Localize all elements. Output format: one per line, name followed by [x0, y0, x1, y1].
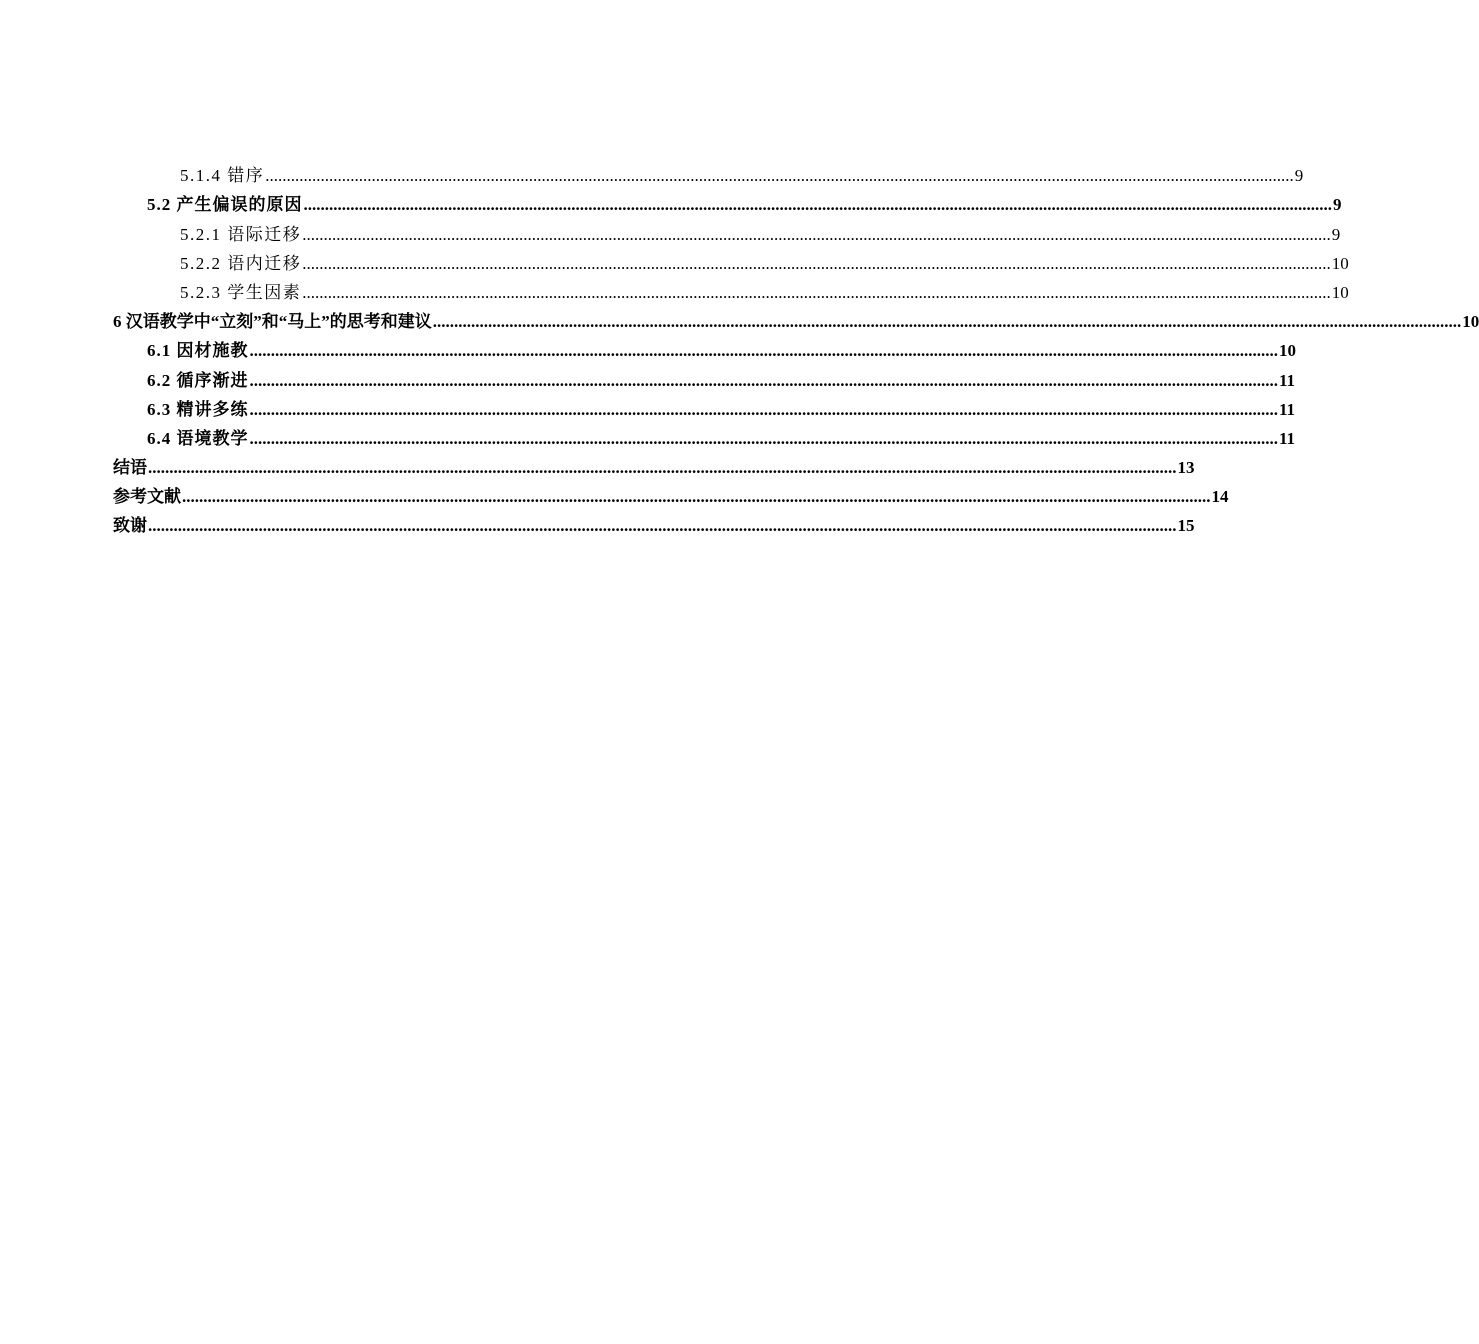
- toc-dot-leader: ..................................................................................................................................................................................................................................................: [302, 253, 1331, 273]
- toc-dot-leader: ..................................................................................................................................................................................................................................................: [249, 399, 1278, 419]
- toc-entry-title: 6.3 精讲多练: [147, 399, 249, 419]
- toc-dot-leader: ..................................................................................................................................................................................................................................................: [303, 195, 1332, 215]
- toc-page-number: 9: [1331, 224, 1341, 244]
- toc-entry-title: 6.1 因材施教: [147, 341, 249, 361]
- toc-dot-leader: ..................................................................................................................................................................................................................................................: [249, 341, 1278, 361]
- toc-entry-6-3[interactable]: [113, 391, 1296, 420]
- toc-entry-6-4[interactable]: [113, 420, 1296, 449]
- toc-entry-title: 参考文献: [113, 487, 181, 507]
- toc-dot-leader: ..................................................................................................................................................................................................................................................: [302, 224, 1331, 244]
- table-of-contents: [113, 157, 1479, 536]
- toc-dot-leader: ..................................................................................................................................................................................................................................................: [182, 487, 1211, 507]
- toc-dot-leader: ..................................................................................................................................................................................................................................................: [148, 516, 1177, 536]
- toc-page-number: 11: [1279, 399, 1296, 419]
- toc-page-number: 11: [1279, 370, 1296, 390]
- toc-dot-leader: ..................................................................................................................................................................................................................................................: [432, 312, 1462, 332]
- toc-page-number: 10: [1279, 341, 1296, 361]
- toc-dot-leader: ..................................................................................................................................................................................................................................................: [148, 458, 1177, 478]
- toc-entry-6-1[interactable]: [113, 332, 1296, 361]
- toc-entry-6[interactable]: [113, 303, 1479, 332]
- toc-entry-5-2[interactable]: [113, 186, 1342, 215]
- toc-entry-title: 6 汉语教学中“立刻”和“马上”的思考和建议: [113, 312, 432, 332]
- toc-entry-title: 5.1.4 错序: [180, 166, 265, 186]
- toc-entry-5-2-2[interactable]: [113, 245, 1349, 274]
- toc-dot-leader: ..................................................................................................................................................................................................................................................: [249, 370, 1278, 390]
- toc-entry-6-2[interactable]: [113, 361, 1296, 390]
- toc-entry-conclusion[interactable]: [113, 449, 1195, 478]
- toc-entry-title: 5.2.1 语际迁移: [180, 224, 302, 244]
- toc-entry-title: 5.2.2 语内迁移: [180, 253, 302, 273]
- toc-page-number: 9: [1294, 166, 1304, 186]
- toc-page-number: 9: [1333, 195, 1342, 215]
- toc-page-number: 14: [1211, 487, 1229, 507]
- toc-entry-title: 6.2 循序渐进: [147, 370, 249, 390]
- toc-entry-references[interactable]: [113, 478, 1229, 507]
- toc-entry-acknowledgements[interactable]: [113, 507, 1195, 536]
- toc-dot-leader: ..................................................................................................................................................................................................................................................: [265, 166, 1294, 186]
- toc-page-number: 15: [1177, 516, 1195, 536]
- toc-page-number: 10: [1462, 312, 1479, 332]
- toc-entry-title: 6.4 语境教学: [147, 428, 249, 448]
- toc-page-number: 13: [1177, 458, 1195, 478]
- toc-entry-title: 5.2 产生偏误的原因: [147, 195, 303, 215]
- toc-page-number: 10: [1331, 282, 1349, 302]
- toc-page-number: 11: [1279, 428, 1296, 448]
- toc-entry-title: 致谢: [113, 516, 147, 536]
- toc-entry-5-2-3[interactable]: [113, 274, 1349, 303]
- toc-dot-leader: ..................................................................................................................................................................................................................................................: [302, 282, 1331, 302]
- toc-dot-leader: ..................................................................................................................................................................................................................................................: [249, 428, 1278, 448]
- toc-entry-title: 结语: [113, 458, 147, 478]
- toc-entry-5-2-1[interactable]: [113, 215, 1341, 244]
- toc-entry-title: 5.2.3 学生因素: [180, 282, 302, 302]
- toc-page-number: 10: [1331, 253, 1349, 273]
- toc-entry-5-1-4[interactable]: [113, 157, 1304, 186]
